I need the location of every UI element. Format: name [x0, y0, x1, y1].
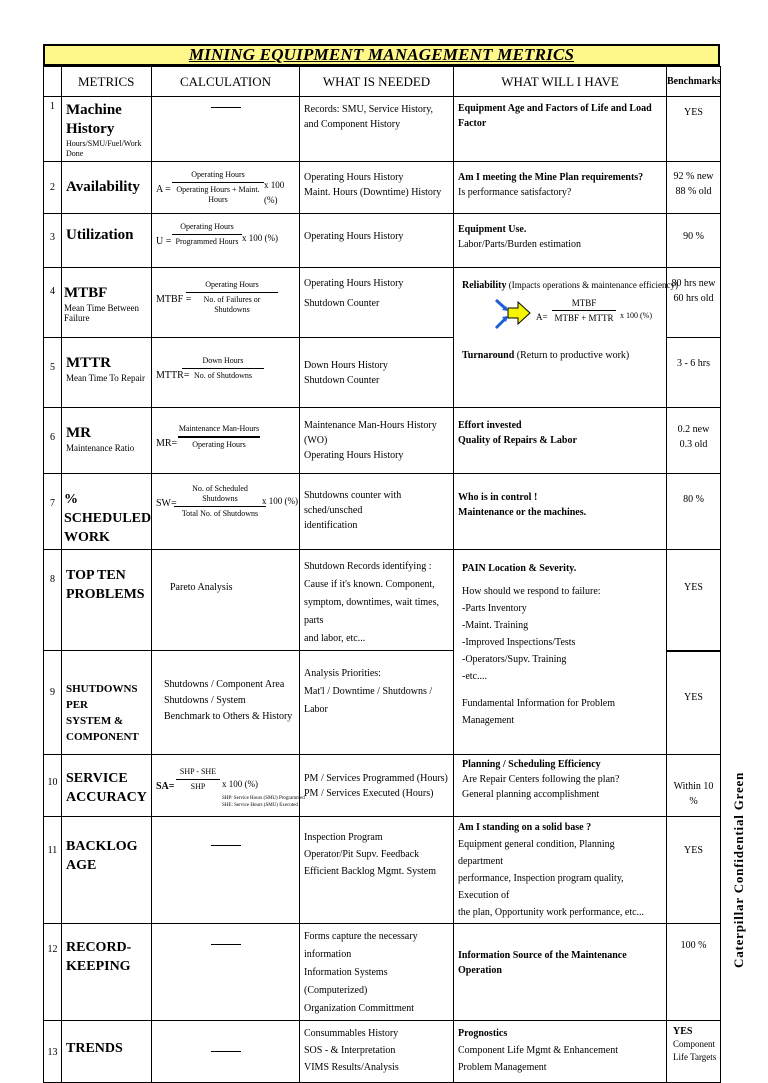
calculation-cell [152, 924, 300, 1021]
confidentiality-label: Caterpillar Confidential Green [731, 771, 746, 968]
benchmark-value: YES [684, 107, 703, 118]
needed-line: and labor, etc... [304, 633, 366, 644]
metric-subtitle: Mean Time Between Failure [64, 303, 139, 323]
benchmark-cell [667, 924, 721, 1021]
benchmark-cell [667, 268, 721, 338]
formula-lhs: A= [536, 312, 548, 322]
row-number: 5 [44, 338, 62, 408]
metric-cell [62, 755, 152, 817]
needed-cell [300, 550, 454, 651]
metric-name: PROBLEMS [66, 587, 145, 602]
have-cell [454, 268, 678, 408]
needed-cell [300, 474, 454, 550]
have-line: the plan, Opportunity work performance, etc... [458, 907, 645, 918]
fraction-line [552, 310, 616, 311]
have-text: (Impacts operations & maintenance efficiency) [508, 280, 678, 290]
calculation-cell [152, 817, 300, 924]
needed-line: SOS - & Interpretation [304, 1045, 396, 1056]
metric-name: ACCURACY [66, 790, 147, 805]
have-line: -Parts Inventory [462, 603, 527, 614]
metric-name: MR [66, 425, 91, 441]
formula-lhs: MTBF = [156, 294, 192, 305]
numerator: Operating Hours [205, 280, 259, 289]
benchmark-value: YES [673, 1026, 693, 1037]
have-cell [454, 1021, 667, 1083]
needed-line: Efficient Backlog Mgmt. System [304, 866, 437, 877]
benchmark-value: 3 - 6 hrs [676, 358, 711, 369]
row-number: 6 [44, 408, 62, 474]
needed-cell [300, 214, 454, 268]
have-line: Equipment Use. [458, 224, 527, 235]
needed-line: Information Systems (Computerized) [304, 967, 388, 996]
have-line: Equipment Age and Factors of Life and Load Factor [458, 103, 652, 129]
have-line: Equipment general condition, Planning department [458, 839, 615, 867]
have-line: How should we respond to failure: [462, 586, 601, 597]
calculation-cell [152, 474, 300, 550]
formula-fraction [552, 298, 616, 323]
metric-name: Machine History [66, 102, 122, 137]
have-line: Effort invested [458, 420, 522, 431]
denominator: Programmed Hours [175, 237, 239, 246]
needed-line: Down Hours History [304, 360, 388, 371]
metric-name: WORK [64, 530, 110, 545]
metric-name: TOP TEN [66, 568, 126, 583]
numerator: SHP - SHE [179, 767, 217, 776]
have-line: Labor/Parts/Burden estimation [458, 239, 582, 250]
needed-line: Maintenance Man-Hours History (WO) [304, 420, 437, 446]
needed-cell [300, 817, 454, 924]
have-line: PAIN Location & Severity. [462, 563, 577, 574]
row-number: 3 [44, 214, 62, 268]
table-row [44, 550, 721, 651]
numerator: Operating Hours [180, 222, 234, 231]
benchmark-value: 90 % [683, 231, 704, 242]
needed-cell [300, 1021, 454, 1083]
metric-name: SHUTDOWNS PER [66, 683, 138, 711]
needed-line: Shutdown Counter [304, 298, 380, 309]
have-line: Am I standing on a solid base ? [458, 822, 592, 833]
needed-line: Operating Hours History [304, 278, 404, 289]
benchmark-value: YES [684, 582, 703, 593]
formula-fraction [186, 280, 278, 315]
sheet-title: MINING EQUIPMENT MANAGEMENT METRICS [43, 44, 720, 66]
fraction-line [172, 182, 264, 183]
have-line: Maintenance or the machines. [458, 507, 587, 518]
denominator: MTBF + MTTR [554, 313, 614, 323]
formula-note: SHE: Service Hours (SMU) Executed [222, 803, 298, 808]
formula-fraction [178, 424, 260, 450]
fraction-line [178, 436, 260, 438]
table-row [44, 97, 721, 162]
formula-lhs: SW= [156, 498, 177, 509]
formula-lhs: SA= [156, 781, 175, 792]
formula-fraction [176, 767, 220, 792]
have-line: -Maint. Training [462, 620, 529, 631]
needed-line: Operating Hours History [304, 231, 404, 242]
numerator: Operating Hours [191, 170, 245, 179]
needed-line: VIMS Results/Analysis [304, 1062, 399, 1073]
benchmark-value: 88 % old [675, 186, 712, 197]
have-cell [454, 408, 667, 474]
calculation-cell [152, 97, 300, 162]
benchmark-cell [667, 338, 721, 408]
have-cell [454, 550, 667, 755]
row-number: 7 [44, 474, 62, 550]
formula-rhs: x 100 (%) [242, 233, 278, 243]
metric-name: KEEPING [66, 959, 131, 974]
formula-notes [222, 795, 305, 809]
calculation-cell [152, 755, 305, 817]
calc-line: Shutdowns / Component Area [164, 679, 285, 690]
have-line: Prognostics [458, 1028, 508, 1039]
benchmark-cell [667, 408, 721, 474]
needed-cell [300, 97, 454, 162]
have-line: Component Life Mgmt & Enhancement [458, 1045, 618, 1056]
reliability-arrow-icon [494, 296, 534, 336]
calculation-cell [152, 550, 300, 651]
fraction-line [176, 779, 220, 780]
benchmark-value: 0.2 new [677, 424, 710, 435]
metric-name: Availability [66, 179, 140, 195]
metric-name: SERVICE [66, 771, 128, 786]
metrics-table [43, 66, 721, 1083]
needed-line: PM / Services Executed (Hours) [304, 788, 434, 799]
formula-lhs: MR= [156, 438, 178, 449]
metrics-sheet [43, 44, 721, 1073]
formula-rhs: x 100 (%) [222, 779, 258, 789]
formula-lhs: A = [156, 184, 171, 195]
benchmark-value: 80 hrs new [671, 278, 716, 289]
formula-lhs: MTTR= [156, 370, 190, 381]
benchmark-cell [667, 550, 721, 651]
table-row [44, 817, 721, 924]
have-line: General planning accomplishment [462, 789, 600, 800]
calculation-cell [152, 408, 300, 474]
formula-fraction [174, 484, 266, 519]
have-line: Are Repair Centers following the plan? [462, 774, 620, 785]
have-line: Information Source of the Maintenance Operation [458, 950, 627, 976]
benchmark-cell [667, 474, 721, 550]
calculation-cell [152, 162, 300, 214]
row-number: 13 [44, 1021, 62, 1083]
calculation-cell [152, 1021, 300, 1083]
table-row [44, 1021, 721, 1083]
calculation-cell [152, 338, 300, 408]
metric-name: MTBF [64, 285, 108, 301]
metric-cell [62, 408, 152, 474]
benchmark-value: 92 % new [673, 171, 714, 182]
needed-line: Organization Committment [304, 1003, 415, 1014]
metric-cell [62, 550, 152, 651]
benchmark-value: 100 % [680, 940, 707, 951]
needed-cell [300, 268, 454, 338]
header-num [44, 67, 62, 97]
denominator: Operating Hours + Maint. Hours [176, 185, 260, 204]
table-row [44, 408, 721, 474]
needed-line: Shutdowns counter with sched/unsched [304, 490, 402, 516]
have-line: Fundamental Information for Problem Management [462, 698, 616, 726]
have-line: -Improved Inspections/Tests [462, 637, 576, 648]
numerator: Down Hours [202, 356, 244, 365]
needed-cell [300, 651, 454, 755]
header-calculation: CALCULATION [152, 67, 300, 97]
header-benchmarks: Benchmarks [667, 67, 721, 97]
have-line: -Operators/Supv. Training [462, 654, 567, 665]
formula-fraction [172, 222, 242, 247]
fraction-line [186, 292, 278, 293]
have-cell [454, 817, 667, 924]
row-number: 2 [44, 162, 62, 214]
needed-cell [300, 755, 454, 817]
needed-line: Inspection Program [304, 832, 383, 843]
table-row [44, 162, 721, 214]
metric-cell [62, 97, 152, 162]
have-line: Who is in control ! [458, 492, 538, 503]
formula-fraction [172, 170, 264, 205]
metric-cell [62, 338, 152, 408]
denominator: No. of Failures or Shutdowns [203, 295, 261, 314]
metric-name: RECORD- [66, 940, 132, 955]
metric-name: % SCHEDULED [64, 492, 152, 526]
metric-name: SYSTEM & [66, 715, 124, 727]
metric-cell [62, 474, 152, 550]
row-number: 1 [44, 97, 62, 162]
needed-cell [300, 408, 454, 474]
benchmark-cell [667, 755, 721, 817]
row-number: 11 [44, 817, 62, 924]
needed-line: Operating Hours History [304, 450, 404, 461]
have-cell [454, 162, 667, 214]
have-line [462, 278, 678, 293]
have-line: Problem Management [458, 1062, 547, 1073]
header-have: WHAT WILL I HAVE [454, 67, 667, 97]
needed-line: Records: SMU, Service History, [304, 104, 434, 115]
table-row [44, 755, 721, 817]
benchmark-value: Component [673, 1039, 715, 1049]
have-text: (Return to productive work) [516, 350, 630, 361]
formula-rhs: x 100 (%) [620, 311, 652, 320]
have-cell [454, 97, 667, 162]
dash-mark [211, 845, 241, 846]
denominator: SHP [190, 782, 206, 791]
formula-lhs: U = [156, 236, 172, 247]
needed-line: Cause if it's known. Component, [304, 579, 435, 590]
benchmark-cell [667, 214, 721, 268]
metric-name: BACKLOG AGE [66, 839, 138, 873]
needed-line: symptom, downtimes, wait times, parts [304, 597, 439, 626]
header-row [44, 67, 721, 97]
metric-subtitle: Mean Time To Repair [66, 373, 145, 383]
benchmark-cell [667, 162, 721, 214]
benchmark-value: Life Targets [673, 1052, 717, 1062]
metric-cell [62, 162, 152, 214]
have-cell [454, 474, 667, 550]
needed-line: Operating Hours History [304, 172, 404, 183]
benchmark-value: Within 10 % [673, 781, 714, 807]
have-line: performance, Inspection program quality, Execution of [458, 873, 624, 901]
needed-line: Operator/Pit Supv. Feedback [304, 849, 420, 860]
needed-line: Consummables History [304, 1028, 399, 1039]
numerator: No. of Scheduled Shutdowns [192, 484, 248, 503]
formula-rhs: x 100 (%) [264, 180, 285, 205]
dash-mark [211, 107, 241, 108]
metric-name: Utilization [66, 227, 134, 243]
calculation-cell [152, 214, 300, 268]
needed-cell [300, 162, 454, 214]
metric-cell [62, 214, 152, 268]
benchmark-cell [667, 1021, 721, 1083]
have-line: Planning / Scheduling Efficiency [462, 759, 601, 770]
needed-line: identification [304, 520, 358, 531]
formula-note: SHP: Service Hours (SMU) Programmed [222, 796, 305, 801]
benchmark-value: 80 % [683, 494, 704, 505]
metric-name: TRENDS [66, 1041, 123, 1056]
calc-line: Shutdowns / System [164, 695, 246, 706]
header-metrics: METRICS [62, 67, 152, 97]
metric-cell [62, 651, 152, 755]
arrow-graphic [494, 296, 534, 336]
have-line: Am I meeting the Mine Plan requirements? [458, 172, 644, 183]
calc-line: Benchmark to Others & History [164, 711, 293, 722]
calc-line: Pareto Analysis [170, 582, 233, 593]
metric-name: MTTR [66, 355, 111, 371]
needed-line: Maint. Hours (Downtime) History [304, 187, 442, 198]
denominator: Operating Hours [192, 440, 246, 449]
have-cell [454, 755, 667, 817]
benchmark-value: 60 hrs old [673, 293, 714, 304]
row-number: 4 [44, 268, 62, 338]
row-number: 12 [44, 924, 62, 1021]
row-number: 8 [44, 550, 62, 651]
needed-line: Shutdown Records identifying : [304, 561, 432, 572]
numerator: MTBF [571, 298, 597, 308]
row-number: 9 [44, 651, 62, 755]
have-bold: Reliability [462, 280, 507, 291]
needed-line: Analysis Priorities: [304, 668, 381, 679]
denominator: Total No. of Shutdowns [181, 509, 259, 518]
metric-cell [62, 817, 152, 924]
have-line: Quality of Repairs & Labor [458, 435, 577, 446]
have-line: -etc.... [462, 671, 487, 682]
needed-line: PM / Services Programmed (Hours) [304, 773, 448, 784]
needed-line: Forms capture the necessary information [304, 931, 418, 960]
metric-subtitle: Hours/SMU/Fuel/Work Done [66, 139, 142, 158]
have-cell [454, 924, 667, 1021]
table-row [44, 214, 721, 268]
metric-subtitle: Maintenance Ratio [66, 443, 135, 453]
benchmark-value: YES [684, 691, 703, 703]
calculation-cell [152, 268, 300, 338]
calculation-cell [152, 651, 300, 755]
benchmark-cell [667, 97, 721, 162]
benchmark-cell [667, 817, 721, 924]
needed-cell [300, 924, 454, 1021]
have-cell [454, 214, 667, 268]
dash-mark [211, 1051, 241, 1052]
metric-cell [62, 268, 152, 338]
benchmark-value: YES [684, 845, 703, 856]
denominator: No. of Shutdowns [193, 371, 252, 380]
needed-line: Mat'l / Downtime / Shutdowns / Labor [304, 686, 433, 715]
numerator: Maintenance Man-Hours [178, 424, 260, 433]
table-row [44, 268, 721, 338]
have-bold: Turnaround [462, 350, 515, 361]
table-row [44, 924, 721, 1021]
fraction-line [172, 234, 242, 235]
benchmark-value: 0.3 old [679, 439, 708, 450]
have-line [462, 348, 629, 363]
formula-rhs: x 100 (%) [262, 496, 298, 506]
needed-line: and Component History [304, 119, 401, 130]
formula-fraction [182, 356, 264, 381]
row-number: 10 [44, 755, 62, 817]
metric-cell [62, 924, 152, 1021]
fraction-line [182, 368, 264, 369]
availability-formula [534, 298, 654, 338]
dash-mark [211, 944, 241, 945]
have-line: Is performance satisfactory? [458, 187, 572, 198]
header-needed: WHAT IS NEEDED [300, 67, 454, 97]
metric-name: COMPONENT [66, 731, 139, 743]
fraction-line [174, 506, 266, 507]
benchmark-cell [667, 651, 721, 755]
needed-line: Shutdown Counter [304, 375, 380, 386]
metric-cell [62, 1021, 152, 1083]
table-row [44, 474, 721, 550]
needed-cell [300, 338, 454, 408]
